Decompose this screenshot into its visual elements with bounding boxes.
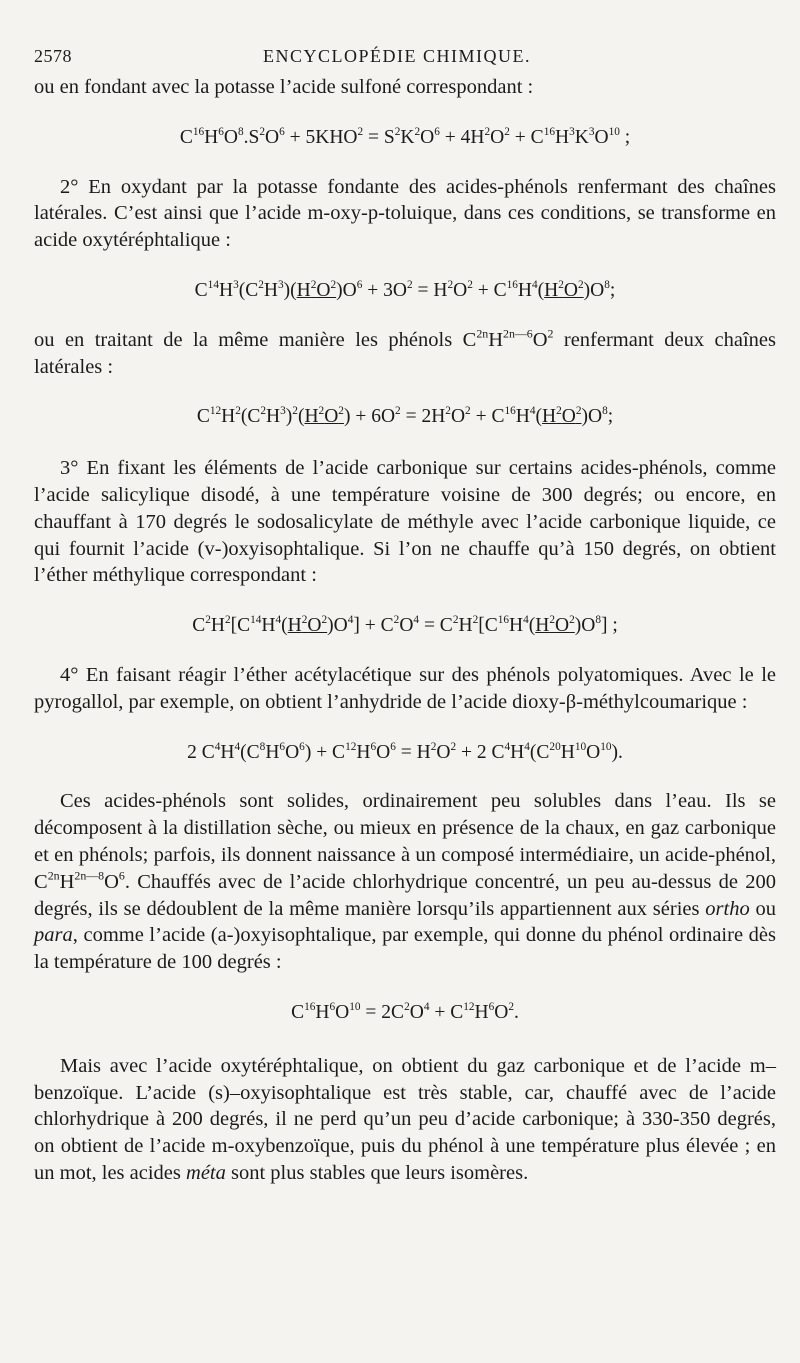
paragraph-2: 2° En oxydant par la potasse fondante des acides-phénols renfermant des chaînes latérales. C’est ainsi que l’acide m-oxy-p-toluique, dans ces conditions, se transforme en acide oxytéréphtalique :: [34, 175, 776, 252]
equation-5: 2 $C^4H^4(C^8H^6O^6) + C^{12}H^6O^6 = H^2O^2 + 2$ $C^4H^4(C^{20}H^{10}O^{10})$.: [187, 740, 623, 763]
paragraph-4: 3° En fixant les éléments de l’acide carbonique sur certains acides-phénols, comme l’acide salicylique disodé, à une température voisine de 300 degrés; ou encore, en chauffant à 170 degrés le sodosalicylate de méthyle avec l’acide carbonique liquide, ce qui fournit l’acide (v-)oxyisophtalique. Si l’on ne chauffe qu’à 150 degrés, on obtient l’éther méthylique correspondant :: [34, 457, 776, 587]
equation-2: $C^{14}H^3(C^2H^3)(H^2O^2)O^6 + 3O^2 = H^2O^2 + C^{16}H^4(H^2O^2)O^8$;: [194, 279, 616, 301]
page-header: [34, 46, 760, 74]
equation-3: $C^{12}H^2(C^2H^3)^2(H^2O^2) + 6O^2 = 2H^2O^2 + C^{16}H^4(H^2O^2)O^8$;: [196, 405, 614, 428]
page-body: [34, 74, 776, 1187]
equation-1: $C^{16}H^6O^8.S^2O^6 + 5KHO^2 = S^2K^2O^6 + 4H^2O^2 + C^{16}H^3K^3O^{10}$ ;: [179, 125, 631, 148]
paragraph-intro: ou en fondant avec la potasse l’acide sulfoné correspondant :: [34, 76, 534, 98]
paragraph-5: 4° En faisant réagir l’éther acétylacétique sur des phénols polyatomiques. Avec le le pyrogallol, par exemple, on obtient l’anhydride de l’acide dioxy-β-méthylcoumarique :: [34, 663, 776, 713]
equation-4: $C^2H^2[C^{14}H^4(H^2O^2)O^4] + C^2O^4 = C^2H^2[C^{16}H^4(H^2O^2)O^8]$ ;: [192, 614, 618, 637]
running-title: ENCYCLOPÉDIE CHIMIQUE.: [263, 46, 531, 66]
paragraph-3: ou en traitant de la même manière les phénols $C^{2n}H^{2n—6}O^2$ renfermant deux chaînes latérales :: [34, 326, 776, 378]
page-number: 2578: [34, 46, 72, 66]
equation-6: $C^{16}H^6O^{10} = 2C^2O^4 + C^{12}H^6O^2$.: [291, 1001, 519, 1023]
paragraph-7: Mais avec l’acide oxytéréphtalique, on obtient du gaz carbonique et de l’acide m–benzoïque. L’acide (s)–oxyisophtalique est très stable, car, chauffé avec de l’acide chlorhydrique à 200 degrés, il ne perd qu’un peu d’acide carbonique; à 330-350 degrés, on obtient de l’acide m-oxybenzoïque, puis du phénol à une température plus élevée ; en un mot, les acides méta sont plus stables que leurs isomères.: [34, 1054, 776, 1184]
paragraph-6: Ces acides-phénols sont solides, ordinairement peu solubles dans l’eau. Ils se décomposent à la distillation sèche, ou mieux en présence de la chaux, en gaz carbonique et en phénols; parfois, ils donnent naissance à un composé intermédiaire, un acide-phénol, $C^{2n}H^{2n—8}O^6$. Chauffés avec de l’acide chlorhydrique concentré, un peu au-dessus de 200 degrés, ils se dédoublent de la même manière lorsqu’ils appartiennent aux séries ortho ou para, comme l’acide (a-)oxyisophtalique, par exemple, qui donne du phénol ordinaire dès la température de 100 degrés :: [34, 790, 777, 974]
